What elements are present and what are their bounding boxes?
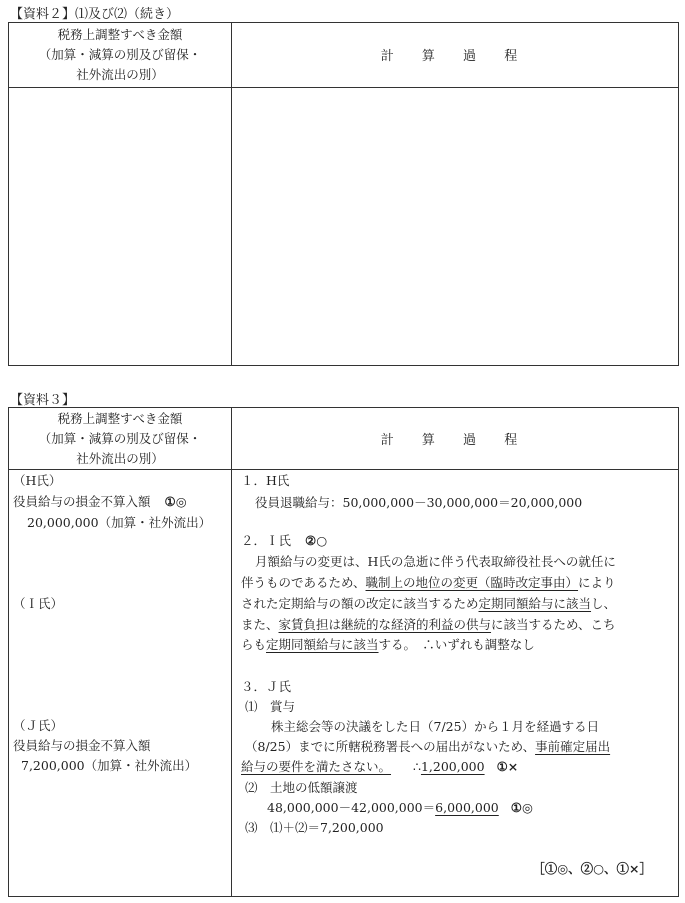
h-item-line xyxy=(13,491,187,512)
i-p4-tail: に該当するため、こち xyxy=(491,617,616,632)
j1-paragraph-line2 xyxy=(245,736,610,757)
h-amount: 20,000,000（加算・社外流出） xyxy=(27,515,212,530)
i-p4-text: また、 xyxy=(241,617,279,632)
j1-therefore: ∴ xyxy=(413,759,421,774)
j-item: 役員給与の損金不算入額 xyxy=(13,738,151,753)
i-p2-text: 伴うものであるため、 xyxy=(241,575,366,590)
score-summary: ［①◎、②○、①×］ xyxy=(532,861,652,876)
h-title: １．H氏 xyxy=(241,473,290,488)
j1-paragraph-line3 xyxy=(241,756,518,777)
section2-right-header: 計 算 過 程 xyxy=(380,49,530,64)
h-item: 役員給与の損金不算入額 xyxy=(13,494,151,509)
i-paragraph-line1: 月額給与の変更は、H氏の急逝に伴う代表取締役社長への就任に xyxy=(255,554,616,569)
section2-table xyxy=(8,22,679,366)
j2-title: ⑵ 土地の低額譲渡 xyxy=(245,780,358,795)
section2-left-header-line1: 税務上調整すべき金額 xyxy=(57,27,183,42)
i-p2-tail: により xyxy=(578,575,616,590)
i-paragraph-line4 xyxy=(241,614,616,635)
section3-column-divider xyxy=(231,408,232,896)
section2-title: 【資料２】⑴及び⑵（続き） xyxy=(10,7,180,22)
j1-p2-underlined: 事前確定届出 xyxy=(535,739,611,754)
section3-left-header-line2: （加算・減算の別及び留保・ xyxy=(38,431,202,446)
i-p3-underlined: 定期同額給与に該当 xyxy=(478,596,592,611)
i-p4-underlined: 家賃負担は継続的な経済的利益の供与 xyxy=(278,617,492,632)
i-paragraph-line5 xyxy=(241,634,535,655)
section3-table xyxy=(8,407,679,897)
i-paragraph-line2 xyxy=(241,572,616,593)
h-score-mark: ①◎ xyxy=(164,494,187,509)
j3-total: ⑶ ⑴＋⑵＝7,200,000 xyxy=(245,820,384,835)
j2-amount: 6,000,000 xyxy=(435,800,499,815)
i-paragraph-line3 xyxy=(241,593,616,614)
j1-title: ⑴ 賞与 xyxy=(245,699,296,714)
section2-left-header-line3: 社外流出の別） xyxy=(76,67,164,82)
i-p5-underlined: 定期同額給与に該当 xyxy=(266,637,379,652)
j2-score-mark: ①◎ xyxy=(510,800,533,815)
j2-calc-line xyxy=(267,797,533,818)
j1-score-mark: ①× xyxy=(496,759,519,774)
i-p5-text: らも xyxy=(241,637,267,652)
j1-amount: 1,200,000 xyxy=(420,759,485,774)
section2-column-divider xyxy=(231,23,232,365)
j1-paragraph-line1: 株主総会等の決議をした日（7/25）から１月を経過する日 xyxy=(271,719,600,734)
section3-right-header: 計 算 過 程 xyxy=(380,433,530,448)
j1-p3-underlined: 給与の要件を満たさない。 xyxy=(241,759,392,774)
j-title: ３．Ｊ氏 xyxy=(241,679,292,694)
i-p3-text: された定期給与の額の改定に該当するため xyxy=(241,596,479,611)
h-label: （H氏） xyxy=(13,473,62,488)
j-label: （Ｊ氏） xyxy=(13,718,64,733)
j2-calc: 48,000,000－42,000,000＝ xyxy=(267,800,436,815)
i-title-line xyxy=(241,530,327,551)
i-p5-tail: する。 ∴いずれも調整なし xyxy=(378,637,535,652)
section2-left-header-line2: （加算・減算の別及び留保・ xyxy=(38,47,202,62)
section3-left-header-line1: 税務上調整すべき金額 xyxy=(57,411,183,426)
h-calc: 役員退職給与：50,000,000－30,000,000＝20,000,000 xyxy=(255,495,583,510)
i-p2-underlined: 職制上の地位の変更（臨時改定事由） xyxy=(365,575,579,590)
i-label: （Ｉ氏） xyxy=(13,596,64,611)
section3-title: 【資料３】 xyxy=(10,393,76,408)
i-title: ２．Ｉ氏 xyxy=(241,533,292,548)
i-p3-tail: し、 xyxy=(591,596,617,611)
j1-p2-text: （8/25）までに所轄税務署長への届出がないため、 xyxy=(245,739,536,754)
i-score-mark: ②○ xyxy=(305,533,328,548)
section3-left-header-line3: 社外流出の別） xyxy=(76,451,164,466)
j-amount: 7,200,000（加算・社外流出） xyxy=(21,758,198,773)
